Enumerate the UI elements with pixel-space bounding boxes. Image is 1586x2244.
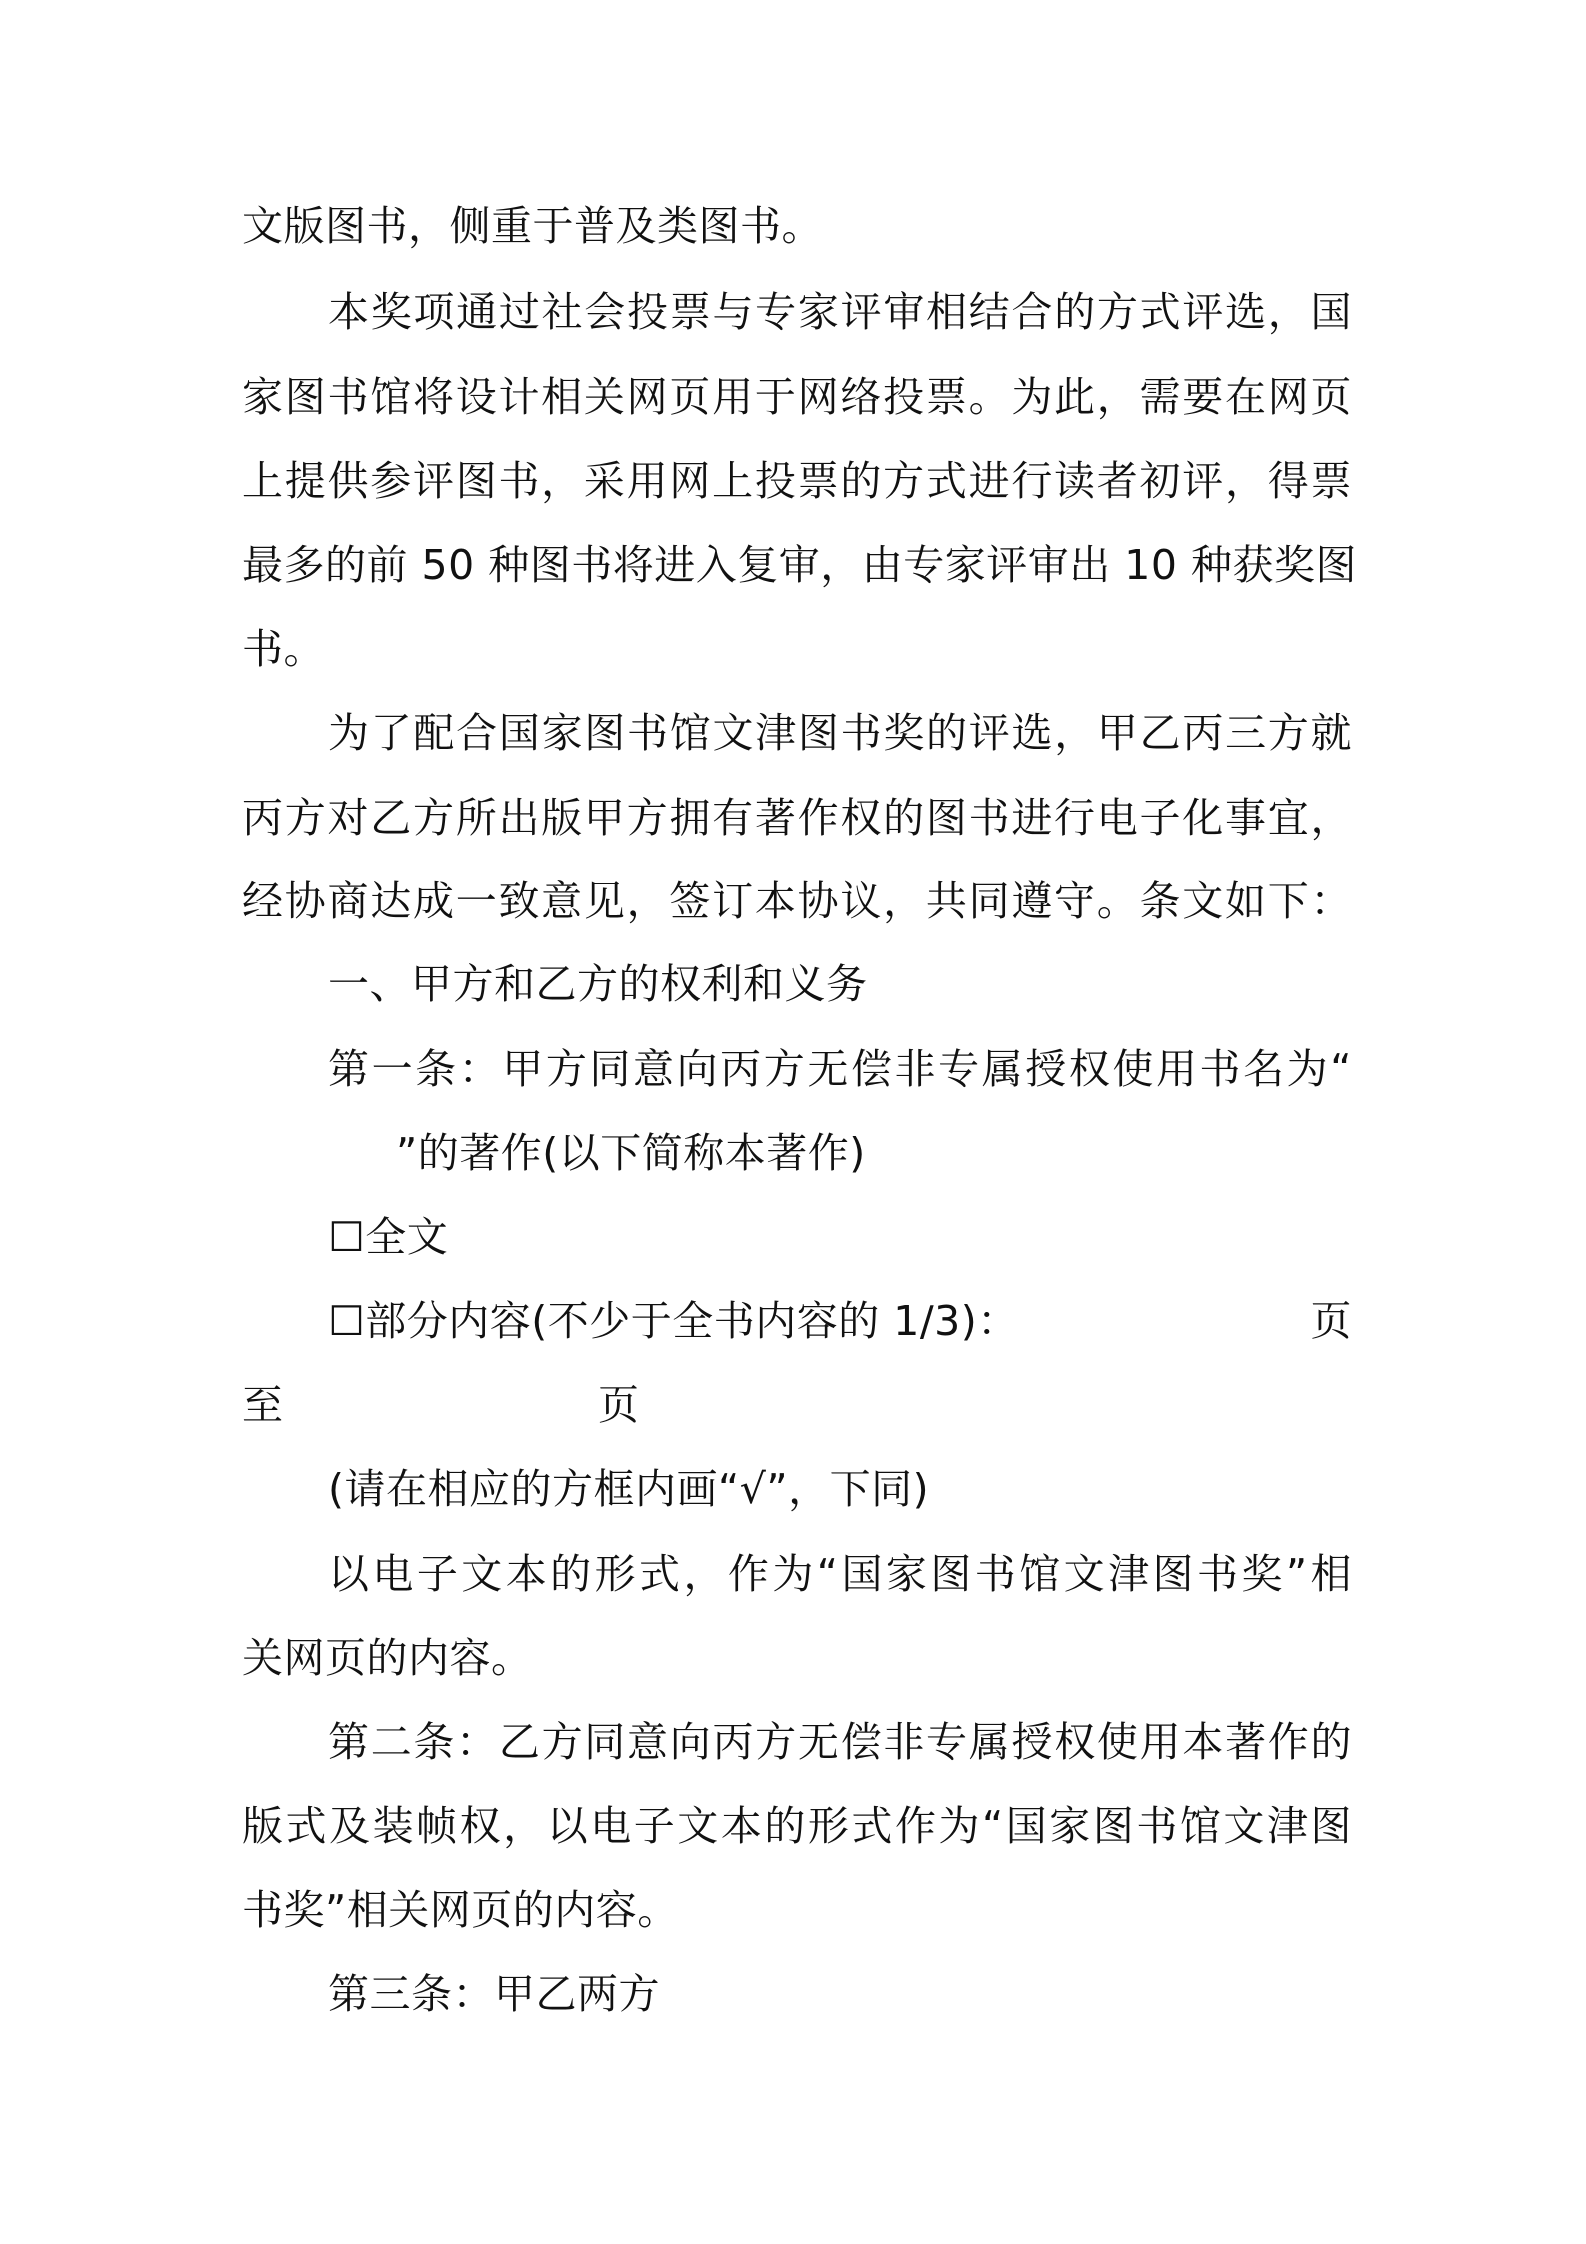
option-partial-row (328, 1293, 1352, 1349)
range-to-label: 至 (242, 1381, 284, 1429)
article-2-line-1: 第二条：乙方同意向丙方无偿非专属授权使用本著作的 (328, 1718, 1352, 1766)
text-line-2: 本奖项通过社会投票与专家评审相结合的方式评选，国 (328, 288, 1352, 336)
text-line-19: 以电子文本的形式，作为“国家图书馆文津图书奖”相 (328, 1550, 1352, 1598)
text-line-1: 文版图书，侧重于普及类图书。 (242, 202, 823, 250)
text-line-8: 丙方对乙方所出版甲方拥有著作权的图书进行电子化事宜， (242, 794, 1352, 842)
section-heading: 一、甲方和乙方的权利和义务 (328, 960, 868, 1008)
option-full-text: ☐全文 (328, 1213, 449, 1261)
option-partial-content: ☐部分内容(不少于全书内容的 1/3)： (328, 1297, 1019, 1345)
text-line-5: 最多的前 50 种图书将进入复审，由专家评审出 10 种获奖图 (242, 541, 1357, 589)
page-range-row (242, 1377, 1352, 1433)
text-line-20: 关网页的内容。 (242, 1634, 533, 1682)
page-label-end: 页 (598, 1381, 640, 1429)
checkbox-instruction: (请在相应的方框内画“√”，下同) (328, 1465, 930, 1513)
article-1-line-1: 第一条：甲方同意向丙方无偿非专属授权使用书名为“ (328, 1045, 1352, 1093)
text-line-9: 经协商达成一致意见，签订本协议，共同遵守。条文如下： (242, 877, 1352, 925)
text-line-7: 为了配合国家图书馆文津图书奖的评选，甲乙丙三方就 (328, 709, 1352, 757)
text-line-6: 书。 (242, 625, 325, 673)
page-label-start: 页 (1310, 1297, 1352, 1345)
article-2-line-3: 书奖”相关网页的内容。 (242, 1886, 679, 1934)
article-2-line-2: 版式及装帧权，以电子文本的形式作为“国家图书馆文津图 (242, 1802, 1352, 1850)
article-3-line-1: 第三条：甲乙两方 (328, 1970, 660, 2018)
article-1-line-2: ”的著作(以下简称本著作) (396, 1129, 866, 1177)
text-line-4: 上提供参评图书，采用网上投票的方式进行读者初评，得票 (242, 457, 1352, 505)
text-line-3: 家图书馆将设计相关网页用于网络投票。为此，需要在网页 (242, 373, 1352, 421)
